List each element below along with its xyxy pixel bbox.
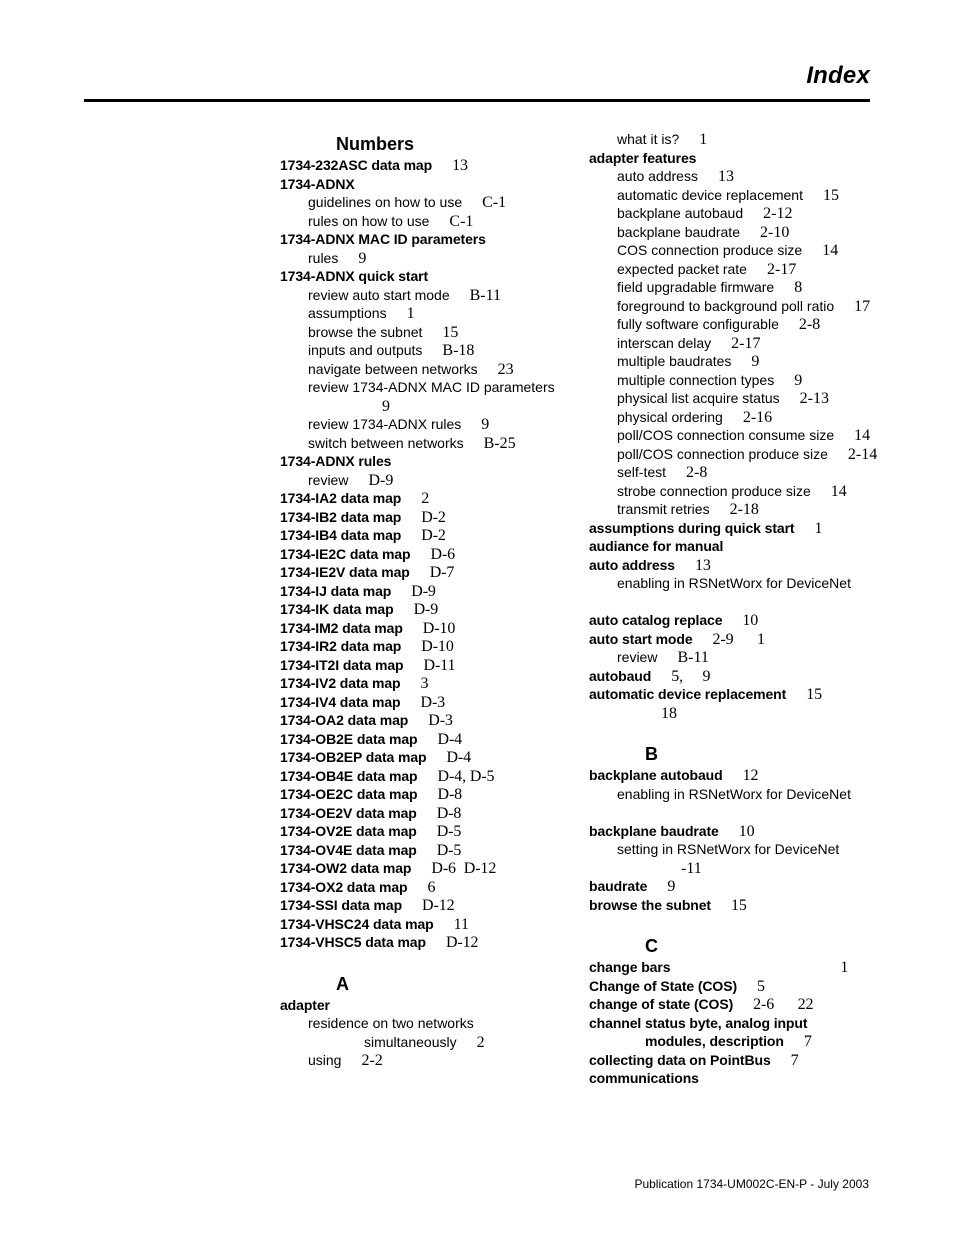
entry-term: auto start mode <box>589 630 693 647</box>
entry-page-ref[interactable]: D-8 <box>436 804 462 822</box>
index-subentry <box>589 840 879 859</box>
index-entry <box>280 711 570 730</box>
entry-term: expected packet rate <box>617 260 747 277</box>
index-subentry <box>280 304 570 323</box>
entry-page-ref[interactable]: D-6 D-12 <box>431 860 497 877</box>
index-subentry <box>589 241 879 260</box>
index-subentry <box>280 1051 570 1070</box>
entry-page-ref[interactable]: 11 <box>453 915 469 933</box>
index-entry <box>589 1051 879 1070</box>
index-entry <box>280 545 570 564</box>
entry-page-ref[interactable]: 1 <box>840 959 849 976</box>
entry-page-ref[interactable]: D-2 <box>421 508 446 526</box>
entry-term: enabling in RSNetWorx for DeviceNet <box>617 575 851 591</box>
entry-term: 1734-IT2I data map <box>280 656 404 673</box>
index-subentry <box>589 130 879 149</box>
entry-page-ref[interactable]: 2-10 <box>760 223 790 241</box>
index-subentry <box>280 341 570 360</box>
index-subentry <box>589 278 879 297</box>
entry-page-ref[interactable]: 7 <box>803 1033 812 1050</box>
entry-page-ref[interactable]: D-5 <box>436 823 462 840</box>
entry-term: 1734-IR2 data map <box>280 638 402 654</box>
entry-page-ref[interactable]: 10 <box>738 822 755 840</box>
entry-page-ref[interactable]: 6 <box>427 878 436 896</box>
entry-page-ref[interactable]: C-1 <box>449 212 474 230</box>
entry-term: browse the subnet <box>308 323 423 340</box>
index-entry <box>280 489 570 508</box>
entry-page-ref[interactable]: 17 <box>854 297 871 315</box>
index-entry <box>280 748 570 767</box>
index-subentry <box>589 704 879 723</box>
index-subentry <box>280 249 570 268</box>
publication-footer: Publication 1734-UM002C-EN-P - July 2003 <box>634 1177 869 1191</box>
entry-term: 1734-ADNX <box>280 175 355 192</box>
index-subentry <box>589 334 879 353</box>
entry-page-ref[interactable]: 3 <box>420 675 429 692</box>
entry-term: channel status byte, analog input <box>589 1014 808 1031</box>
entry-page-ref[interactable]: 2-8 <box>798 316 821 333</box>
entry-page-ref[interactable]: 7 <box>790 1051 799 1069</box>
entry-term: simultaneously <box>364 1033 457 1050</box>
entry-term: multiple connection types <box>617 371 775 388</box>
entry-page-ref[interactable]: 2-18 <box>729 501 759 518</box>
entry-page-ref[interactable]: 2-17 <box>766 260 797 278</box>
entry-term: guidelines on how to use <box>308 194 463 210</box>
entry-page-ref[interactable]: 8 <box>794 279 803 296</box>
entry-page-ref[interactable]: D-7 <box>429 564 455 581</box>
entry-term: 1734-IV4 data map <box>280 693 401 710</box>
index-subentry <box>280 471 570 490</box>
index-subentry <box>589 389 879 408</box>
index-entry <box>280 878 570 897</box>
index-entry <box>280 230 570 249</box>
entry-page-ref[interactable]: D-8 <box>437 786 463 803</box>
index-subentry <box>589 859 879 878</box>
index-entry <box>280 915 570 934</box>
index-subentry <box>589 297 879 316</box>
section-heading: B <box>645 744 658 764</box>
entry-page-ref[interactable]: 9 <box>751 353 760 370</box>
entry-term: transmit retries <box>617 501 710 517</box>
index-subentry <box>589 445 879 464</box>
entry-page-ref[interactable]: C-1 <box>482 194 507 211</box>
entry-page-ref[interactable]: 13 <box>694 556 711 574</box>
entry-page-ref[interactable]: 15 <box>730 896 747 914</box>
index-subentry <box>589 371 879 390</box>
entry-term: audiance for manual <box>589 538 724 554</box>
entry-term: 1734-SSI data map <box>280 897 403 913</box>
entry-page-ref[interactable]: D-6 <box>430 545 456 563</box>
entry-term: collecting data on PointBus <box>589 1051 771 1068</box>
index-subentry <box>280 1033 570 1052</box>
entry-term: 1734-OB2E data map <box>280 730 418 747</box>
index-entry <box>280 933 570 952</box>
entry-term: 1734-ADNX rules <box>280 453 392 469</box>
section-spacer <box>589 722 879 742</box>
entry-page-ref[interactable]: 18 <box>661 704 677 722</box>
entry-page-ref[interactable]: D-2 <box>421 527 446 544</box>
entry-term: 1734-OW2 data map <box>280 860 412 876</box>
entry-term: multiple baudrates <box>617 353 732 369</box>
index-entry <box>589 149 879 168</box>
entry-term: automatic device replacement <box>617 186 803 203</box>
index-entry <box>589 630 879 649</box>
entry-page-ref[interactable]: 2-16 <box>742 408 773 426</box>
entry-term: review <box>617 649 658 665</box>
entry-term: 1734-VHSC5 data map <box>280 934 426 950</box>
entry-page-ref[interactable]: D-10 <box>421 638 454 655</box>
entry-page-ref[interactable]: 14 <box>830 482 847 500</box>
entry-term: adapter <box>280 996 330 1013</box>
entry-page-ref[interactable]: D-11 <box>423 656 456 674</box>
index-column-right <box>589 130 879 1088</box>
entry-term: autobaud <box>589 667 652 684</box>
entry-page-ref[interactable]: 2-2 <box>361 1052 383 1069</box>
index-subentry <box>280 378 570 397</box>
index-entry <box>589 685 879 704</box>
index-entry <box>280 563 570 582</box>
entry-page-ref[interactable]: 14 <box>854 427 871 444</box>
index-entry <box>280 767 570 786</box>
header-divider <box>84 99 870 102</box>
index-subentry <box>280 360 570 379</box>
index-subentry <box>589 574 879 611</box>
index-subentry <box>589 500 879 519</box>
entry-term: 1734-OB4E data map <box>280 767 418 784</box>
index-entry <box>589 995 879 1014</box>
entry-term: using <box>308 1052 342 1068</box>
entry-page-ref[interactable]: 9 <box>382 397 390 415</box>
index-entry <box>280 896 570 915</box>
entry-page-ref[interactable]: 5 <box>757 977 765 995</box>
entry-term: review 1734-ADNX MAC ID parameters <box>308 379 555 395</box>
entry-term: 1734-IM2 data map <box>280 619 403 636</box>
index-subentry <box>280 434 570 453</box>
entry-term: 1734-IB4 data map <box>280 527 402 543</box>
entry-term: change of state (COS) <box>589 996 734 1012</box>
entry-page-ref[interactable]: D-5 <box>436 841 462 859</box>
entry-page-ref[interactable]: 2-13 <box>799 390 829 407</box>
entry-term: review <box>308 471 349 488</box>
entry-term: 1734-IA2 data map <box>280 490 402 506</box>
entry-term: residence on two networks <box>308 1015 474 1031</box>
entry-term: browse the subnet <box>589 896 711 913</box>
page-title: Index <box>806 62 870 89</box>
entry-term: 1734-OE2V data map <box>280 804 417 821</box>
index-subentry <box>589 315 879 334</box>
entry-term: backplane baudrate <box>589 822 719 839</box>
entry-term: foreground to background poll ratio <box>617 297 835 314</box>
entry-page-ref[interactable]: 2-9 1 <box>712 630 765 648</box>
entry-term: fully software configurable <box>617 316 779 332</box>
index-subentry <box>589 482 879 501</box>
entry-page-ref[interactable]: 15 <box>806 686 822 703</box>
section-heading: Numbers <box>336 134 415 154</box>
index-subentry <box>589 223 879 242</box>
entry-page-ref[interactable]: -11 <box>681 859 702 877</box>
entry-page-ref[interactable]: D-9 <box>413 601 439 618</box>
entry-page-ref[interactable]: D-4, D-5 <box>437 767 495 785</box>
index-entry <box>280 582 570 601</box>
entry-term: auto catalog replace <box>589 612 723 628</box>
entry-term: strobe connection produce size <box>617 482 811 499</box>
entry-page-ref[interactable]: 1 <box>814 519 823 537</box>
entry-page-ref[interactable]: B-25 <box>483 434 516 452</box>
entry-page-ref[interactable]: 9 <box>358 249 367 267</box>
entry-term: rules <box>308 249 339 266</box>
entry-term: 1734-OB2EP data map <box>280 749 427 765</box>
entry-term: modules, description <box>645 1033 784 1049</box>
entry-term: assumptions during quick start <box>589 519 795 536</box>
index-subentry <box>589 463 879 482</box>
entry-term: field upgradable firmware <box>617 279 775 295</box>
entry-page-ref[interactable]: D-4 <box>437 730 463 748</box>
entry-page-ref[interactable]: 2-12 <box>763 205 793 222</box>
entry-term: 1734-IB2 data map <box>280 508 402 525</box>
entry-term: 1734-232ASC data map <box>280 157 433 173</box>
index-subentry <box>589 648 879 667</box>
entry-page-ref[interactable]: B-11 <box>469 286 502 304</box>
entry-page-ref[interactable]: 12 <box>742 767 759 784</box>
entry-term: 1734-IK data map <box>280 601 394 617</box>
entry-term: communications <box>589 1070 699 1086</box>
index-entry <box>280 175 570 194</box>
section-spacer <box>280 952 570 972</box>
index-entry <box>589 556 879 575</box>
entry-term: setting in RSNetWorx for DeviceNet <box>617 841 840 857</box>
entry-term: baudrate <box>589 878 648 894</box>
entry-term: review 1734-ADNX rules <box>308 416 462 432</box>
entry-page-ref[interactable]: 2-14 <box>847 445 878 463</box>
index-subentry <box>280 1014 570 1033</box>
index-entry <box>280 841 570 860</box>
entry-term: physical list acquire status <box>617 390 780 406</box>
entry-term: adapter features <box>589 149 697 166</box>
index-entry <box>589 667 879 686</box>
entry-term: change bars <box>589 959 671 975</box>
entry-term: assumptions <box>308 305 387 321</box>
index-entry <box>280 452 570 471</box>
entry-term: backplane baudrate <box>617 223 740 240</box>
index-entry <box>280 156 570 175</box>
index-subentry <box>589 426 879 445</box>
index-subentry <box>280 193 570 212</box>
index-entry <box>280 619 570 638</box>
entry-term: self-test <box>617 464 667 480</box>
index-subentry <box>280 212 570 231</box>
entry-page-ref[interactable]: 2 <box>476 1033 485 1051</box>
index-subentry <box>589 204 879 223</box>
entry-term: poll/COS connection consume size <box>617 427 835 443</box>
entry-page-ref[interactable]: D-3 <box>420 693 446 711</box>
index-entry <box>280 804 570 823</box>
index-subentry <box>589 167 879 186</box>
entry-term: rules on how to use <box>308 212 430 229</box>
entry-page-ref[interactable]: 9 <box>481 416 490 433</box>
section-spacer <box>589 914 879 934</box>
entry-term: enabling in RSNetWorx for DeviceNet <box>617 785 851 802</box>
entry-term: backplane autobaud <box>589 767 723 783</box>
entry-page-ref[interactable]: 9 <box>667 878 676 895</box>
index-entry <box>589 611 879 630</box>
entry-page-ref[interactable]: 10 <box>742 612 759 629</box>
entry-page-ref[interactable]: 2 <box>421 490 430 507</box>
entry-term: 1734-OV2E data map <box>280 823 417 839</box>
entry-page-ref[interactable]: 2-6 22 <box>753 996 814 1013</box>
index-entry <box>589 519 879 538</box>
entry-term: backplane autobaud <box>617 205 744 221</box>
index-entry <box>589 1069 879 1088</box>
index-entry <box>280 267 570 286</box>
entry-term: 1734-IE2V data map <box>280 564 410 580</box>
index-subentry <box>589 352 879 371</box>
entry-term: COS connection produce size <box>617 242 803 258</box>
entry-page-ref[interactable]: D-9 <box>411 582 436 600</box>
index-entry <box>280 526 570 545</box>
entry-page-ref[interactable]: 2-17 <box>731 334 761 352</box>
index-entry <box>589 1032 879 1051</box>
index-subentry <box>589 260 879 279</box>
index-entry <box>589 877 879 896</box>
index-subentry <box>280 415 570 434</box>
entry-page-ref[interactable]: D-12 <box>445 934 479 951</box>
entry-page-ref[interactable]: 13 <box>452 157 468 174</box>
entry-term: inputs and outputs <box>308 342 423 358</box>
index-entry <box>280 637 570 656</box>
section-heading: C <box>645 936 658 956</box>
entry-term: physical ordering <box>617 408 723 425</box>
entry-page-ref[interactable]: 1 <box>406 305 415 322</box>
index-entry <box>589 766 879 785</box>
entry-term: Change of State (COS) <box>589 977 738 994</box>
entry-term: interscan delay <box>617 334 712 351</box>
entry-term: poll/COS connection produce size <box>617 445 828 462</box>
entry-term: what it is? <box>617 131 680 147</box>
entry-page-ref[interactable]: 23 <box>497 360 514 378</box>
index-entry <box>280 859 570 878</box>
entry-page-ref[interactable]: D-10 <box>422 619 456 637</box>
index-subentry <box>280 323 570 342</box>
entry-term: auto address <box>589 556 675 573</box>
entry-term: 1734-ADNX quick start <box>280 268 429 284</box>
entry-term: 1734-ADNX MAC ID parameters <box>280 231 486 247</box>
index-entry <box>280 785 570 804</box>
entry-term: 1734-OX2 data map <box>280 878 408 895</box>
entry-term: auto address <box>617 168 698 184</box>
section-heading: A <box>336 973 349 994</box>
index-subentry <box>280 397 570 416</box>
index-entry <box>280 822 570 841</box>
index-entry <box>589 977 879 996</box>
index-entry <box>280 693 570 712</box>
entry-page-ref[interactable]: 14 <box>822 242 839 259</box>
entry-page-ref[interactable]: D-3 <box>428 712 453 729</box>
entry-term: automatic device replacement <box>589 686 787 702</box>
entry-page-ref[interactable]: D-12 <box>422 897 455 914</box>
index-entry <box>589 537 879 556</box>
entry-term: 1734-IE2C data map <box>280 545 411 562</box>
index-entry <box>280 508 570 527</box>
index-entry <box>280 996 570 1015</box>
entry-page-ref[interactable]: 5, 9 <box>671 667 711 685</box>
entry-page-ref[interactable]: 9 <box>794 371 803 389</box>
entry-term: switch between networks <box>308 434 464 451</box>
index-subentry <box>589 186 879 205</box>
index-entry <box>589 822 879 841</box>
entry-page-ref[interactable]: 13 <box>717 168 734 185</box>
entry-term: 1734-IV2 data map <box>280 675 401 691</box>
index-entry <box>589 958 879 977</box>
entry-page-ref[interactable]: 15 <box>823 186 839 204</box>
entry-term: navigate between networks <box>308 360 478 377</box>
index-entry <box>280 730 570 749</box>
index-entry <box>280 674 570 693</box>
index-entry <box>280 600 570 619</box>
entry-page-ref[interactable]: D-4 <box>446 749 472 766</box>
entry-term: review auto start mode <box>308 286 450 303</box>
entry-term: 1734-OA2 data map <box>280 712 409 728</box>
entry-page-ref[interactable]: D-9 <box>368 471 394 489</box>
index-entry <box>589 1014 879 1033</box>
entry-term: 1734-OV4E data map <box>280 841 417 858</box>
entry-page-ref[interactable]: B-11 <box>677 649 709 666</box>
entry-term: 1734-OE2C data map <box>280 786 418 802</box>
index-subentry <box>589 785 879 822</box>
entry-page-ref[interactable]: B-18 <box>442 342 475 359</box>
entry-term: 1734-VHSC24 data map <box>280 915 434 932</box>
entry-page-ref[interactable]: 2-8 <box>686 464 708 481</box>
entry-page-ref[interactable]: 1 <box>699 131 708 148</box>
index-subentry <box>589 408 879 427</box>
entry-term: 1734-IJ data map <box>280 582 392 599</box>
index-entry <box>280 656 570 675</box>
index-entry <box>589 896 879 915</box>
index-column-left <box>280 130 570 1070</box>
index-subentry <box>280 286 570 305</box>
entry-page-ref[interactable]: 15 <box>442 323 459 341</box>
